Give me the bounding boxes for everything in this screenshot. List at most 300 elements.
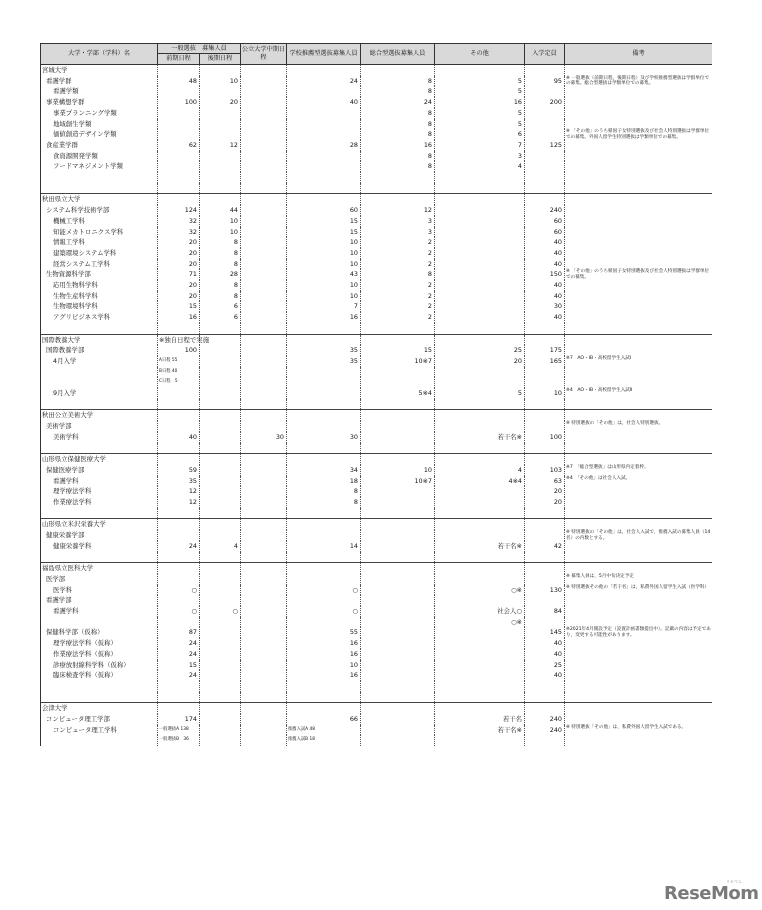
cell-name: 価値創造デザイン学類 — [41, 129, 158, 140]
cell-note — [565, 248, 713, 259]
cell-name: 9月入学 — [41, 388, 158, 399]
cell-name: 食産業学群 — [41, 140, 158, 151]
cell-zenki — [158, 65, 200, 76]
cell-kouki — [200, 519, 241, 530]
cell-quota — [525, 681, 565, 692]
cell-quota — [525, 508, 565, 519]
cell-note — [565, 454, 713, 465]
cell-sogo: 8 — [361, 119, 435, 130]
cell-sogo: 8 — [361, 76, 435, 87]
table-row — [41, 356, 713, 367]
cell-sogo — [361, 323, 435, 334]
cell-quota: 25 — [525, 660, 565, 671]
cell-school: 10 — [287, 237, 361, 248]
table-row — [41, 312, 713, 323]
cell-sogo: 8 — [361, 161, 435, 172]
cell-name — [41, 399, 158, 410]
table-row — [41, 725, 713, 736]
table-row — [41, 585, 713, 596]
cell-other — [435, 237, 525, 248]
cell-zenki: 35 — [158, 476, 200, 487]
cell-sogo — [361, 334, 435, 345]
cell-school — [287, 552, 361, 563]
table-row — [41, 334, 713, 345]
cell-name: フードマネジメント学類 — [41, 161, 158, 172]
admissions-table-sheet — [40, 43, 712, 907]
cell-sogo — [361, 183, 435, 194]
cell-school: 14 — [287, 541, 361, 552]
cell-school: 66 — [287, 714, 361, 725]
cell-quota — [525, 323, 565, 334]
cell-kouki: 8 — [200, 248, 241, 259]
table-row — [41, 388, 713, 399]
cell-sogo — [361, 410, 435, 421]
cell-kouki: 4 — [200, 541, 241, 552]
cell-school — [287, 108, 361, 119]
cell-note — [565, 486, 713, 497]
table-row — [41, 377, 713, 388]
cell-sogo — [361, 563, 435, 574]
cell-school: 35 — [287, 345, 361, 356]
table-row — [41, 129, 713, 140]
cell-chuki — [241, 692, 287, 703]
cell-name: 4月入学 — [41, 356, 158, 367]
cell-name — [41, 508, 158, 519]
cell-chuki — [241, 660, 287, 671]
cell-kouki — [200, 725, 241, 736]
cell-chuki — [241, 227, 287, 238]
cell-school — [287, 692, 361, 703]
header-quota: 入学定員 — [525, 44, 565, 65]
cell-chuki — [241, 476, 287, 487]
cell-chuki — [241, 725, 287, 736]
cell-note — [565, 670, 713, 681]
cell-school — [287, 65, 361, 76]
cell-school — [287, 172, 361, 183]
cell-name: 作業療法学科 — [41, 497, 158, 508]
cell-zenki: 12 — [158, 486, 200, 497]
cell-name: 保健医療学部 — [41, 465, 158, 476]
cell-name — [41, 552, 158, 563]
cell-quota: 10 — [525, 388, 565, 399]
cell-note: ※ 一般選抜（前期日程，後期日程）及び学校推薦型選抜は学群単位での募集。総合型選抜は学類単位での募集。 — [565, 76, 713, 108]
table-row — [41, 301, 713, 312]
cell-kouki: 6 — [200, 312, 241, 323]
cell-school — [287, 443, 361, 454]
cell-kouki — [200, 497, 241, 508]
cell-zenki — [158, 421, 200, 432]
cell-sogo — [361, 432, 435, 443]
cell-kouki: 10 — [200, 76, 241, 87]
cell-zenki — [158, 323, 200, 334]
cell-zenki — [158, 530, 200, 541]
cell-school: 推薦入試B 18 — [287, 735, 361, 746]
cell-name: 宮城大学 — [41, 65, 158, 76]
cell-quota — [525, 595, 565, 606]
cell-name — [41, 681, 158, 692]
table-row — [41, 714, 713, 725]
cell-other — [435, 497, 525, 508]
cell-other — [435, 259, 525, 270]
cell-other — [435, 205, 525, 216]
cell-note — [565, 399, 713, 410]
cell-other — [435, 301, 525, 312]
cell-chuki — [241, 269, 287, 280]
table-row — [41, 670, 713, 681]
table-row — [41, 269, 713, 280]
cell-quota: 40 — [525, 670, 565, 681]
cell-chuki — [241, 216, 287, 227]
cell-zenki: 48 — [158, 76, 200, 87]
table-row — [41, 345, 713, 356]
cell-name: 生物資源科学部 — [41, 269, 158, 280]
cell-name: コンピュータ理工学科 — [41, 725, 158, 736]
cell-other: 4 — [435, 161, 525, 172]
cell-other — [435, 312, 525, 323]
cell-school: 16 — [287, 670, 361, 681]
cell-chuki — [241, 323, 287, 334]
cell-chuki: 30 — [241, 432, 287, 443]
cell-school: 55 — [287, 627, 361, 638]
cell-other: 6 — [435, 129, 525, 140]
cell-kouki — [200, 367, 241, 378]
cell-name: 診療放射線科学科（仮称） — [41, 660, 158, 671]
cell-other — [435, 443, 525, 454]
cell-name: 看護学科 — [41, 476, 158, 487]
cell-sogo: 8 — [361, 151, 435, 162]
cell-other — [435, 508, 525, 519]
cell-note: ※ 特別選抜の「その他」は，社会人入試で，推薦入試の募集人員（14名）の内数とする。 — [565, 530, 713, 563]
cell-name — [41, 617, 158, 628]
cell-chuki — [241, 65, 287, 76]
cell-other — [435, 172, 525, 183]
cell-other: 4※4 — [435, 476, 525, 487]
table-row — [41, 259, 713, 270]
cell-sogo — [361, 541, 435, 552]
cell-chuki — [241, 399, 287, 410]
resemom-logo-sub: リセマム — [726, 879, 742, 884]
header-other: その他 — [435, 44, 525, 65]
cell-quota: 63 — [525, 476, 565, 487]
cell-chuki — [241, 638, 287, 649]
cell-school: 60 — [287, 205, 361, 216]
cell-kouki — [200, 530, 241, 541]
cell-name: 保健科学部（仮称） — [41, 627, 158, 638]
cell-kouki — [200, 563, 241, 574]
cell-quota: 165 — [525, 356, 565, 367]
cell-zenki — [158, 552, 200, 563]
cell-sogo: 2 — [361, 259, 435, 270]
cell-other: 25 — [435, 345, 525, 356]
cell-zenki — [158, 519, 200, 530]
cell-zenki: 100 — [158, 97, 200, 108]
cell-other — [435, 367, 525, 378]
cell-sogo: 5※4 — [361, 388, 435, 399]
cell-zenki — [158, 183, 200, 194]
cell-other: 社会人○ — [435, 606, 525, 617]
cell-zenki: 20 — [158, 259, 200, 270]
cell-sogo — [361, 377, 435, 388]
cell-school: 15 — [287, 227, 361, 238]
cell-sogo: 8 — [361, 129, 435, 140]
cell-zenki — [158, 119, 200, 130]
cell-zenki — [158, 161, 200, 172]
cell-name: 健康栄養学科 — [41, 541, 158, 552]
table-row — [41, 205, 713, 216]
cell-other — [435, 563, 525, 574]
cell-zenki: 40 — [158, 432, 200, 443]
cell-note — [565, 119, 713, 130]
cell-note — [565, 617, 713, 628]
cell-chuki — [241, 86, 287, 97]
cell-zenki: 32 — [158, 216, 200, 227]
cell-school: ○ — [287, 585, 361, 596]
cell-school: 16 — [287, 638, 361, 649]
cell-quota: 20 — [525, 486, 565, 497]
cell-chuki — [241, 248, 287, 259]
cell-quota: 60 — [525, 227, 565, 238]
cell-school — [287, 410, 361, 421]
cell-chuki — [241, 161, 287, 172]
cell-sogo: 8 — [361, 269, 435, 280]
cell-kouki: 8 — [200, 291, 241, 302]
cell-chuki — [241, 585, 287, 596]
cell-note — [565, 227, 713, 238]
cell-kouki — [200, 486, 241, 497]
cell-other — [435, 227, 525, 238]
cell-name: 経営システム工学科 — [41, 259, 158, 270]
cell-zenki: 15 — [158, 301, 200, 312]
cell-quota — [525, 519, 565, 530]
table-row — [41, 530, 713, 541]
cell-sogo — [361, 725, 435, 736]
cell-note — [565, 216, 713, 227]
cell-sogo: 3 — [361, 216, 435, 227]
cell-other: 5 — [435, 119, 525, 130]
cell-quota: 40 — [525, 649, 565, 660]
cell-school: 7 — [287, 301, 361, 312]
table-row — [41, 216, 713, 227]
cell-chuki — [241, 291, 287, 302]
cell-zenki — [158, 399, 200, 410]
cell-zenki — [158, 454, 200, 465]
cell-sogo — [361, 65, 435, 76]
cell-kouki — [200, 649, 241, 660]
cell-name: 国際教養学部 — [41, 345, 158, 356]
cell-kouki — [200, 670, 241, 681]
cell-other — [435, 692, 525, 703]
cell-school — [287, 183, 361, 194]
cell-other — [435, 595, 525, 606]
cell-kouki — [200, 377, 241, 388]
cell-zenki: 24 — [158, 638, 200, 649]
cell-zenki: 一般選抜B 36 — [158, 735, 200, 746]
cell-sogo — [361, 692, 435, 703]
cell-sogo: 2 — [361, 312, 435, 323]
cell-other — [435, 421, 525, 432]
cell-quota: 130 — [525, 585, 565, 596]
cell-other — [435, 291, 525, 302]
cell-zenki: 20 — [158, 280, 200, 291]
cell-quota: 103 — [525, 465, 565, 476]
table-row — [41, 660, 713, 671]
cell-note — [565, 681, 713, 692]
cell-chuki — [241, 649, 287, 660]
cell-kouki: 10 — [200, 216, 241, 227]
cell-kouki: 12 — [200, 140, 241, 151]
cell-school: ○ — [287, 606, 361, 617]
cell-note — [565, 714, 713, 725]
cell-school: 43 — [287, 269, 361, 280]
cell-zenki: A日程 55 — [158, 356, 200, 367]
cell-school — [287, 595, 361, 606]
cell-chuki — [241, 312, 287, 323]
cell-quota: 40 — [525, 291, 565, 302]
cell-school — [287, 161, 361, 172]
cell-sogo: 2 — [361, 301, 435, 312]
cell-quota: 240 — [525, 725, 565, 736]
cell-school: 10 — [287, 248, 361, 259]
cell-kouki: 10 — [200, 227, 241, 238]
cell-zenki: 20 — [158, 248, 200, 259]
cell-name: 健康栄養学部 — [41, 530, 158, 541]
table-body — [41, 65, 713, 747]
table-row — [41, 617, 713, 628]
cell-other — [435, 574, 525, 585]
cell-name — [41, 323, 158, 334]
cell-quota — [525, 703, 565, 714]
cell-note — [565, 443, 713, 454]
cell-school: 28 — [287, 140, 361, 151]
cell-name: 山形県立保健医療大学 — [41, 454, 158, 465]
cell-other — [435, 183, 525, 194]
cell-chuki — [241, 377, 287, 388]
cell-other: 4 — [435, 465, 525, 476]
table-row — [41, 519, 713, 530]
cell-name: 福島県立医科大学 — [41, 563, 158, 574]
cell-zenki — [158, 108, 200, 119]
cell-sogo — [361, 585, 435, 596]
cell-zenki: 24 — [158, 541, 200, 552]
cell-name: 理学療法学科（仮称） — [41, 638, 158, 649]
cell-chuki — [241, 541, 287, 552]
cell-name — [41, 377, 158, 388]
cell-zenki — [158, 151, 200, 162]
cell-quota — [525, 399, 565, 410]
cell-other — [435, 552, 525, 563]
cell-quota: 40 — [525, 248, 565, 259]
cell-sogo — [361, 703, 435, 714]
cell-kouki: ○ — [200, 606, 241, 617]
cell-sogo: 10※7 — [361, 476, 435, 487]
cell-kouki — [200, 399, 241, 410]
cell-school — [287, 681, 361, 692]
cell-zenki: 16 — [158, 312, 200, 323]
cell-sogo — [361, 627, 435, 638]
cell-name: アグリビジネス学科 — [41, 312, 158, 323]
cell-kouki — [200, 151, 241, 162]
cell-chuki — [241, 465, 287, 476]
cell-sogo — [361, 681, 435, 692]
cell-name: 作業療法学科（仮称） — [41, 649, 158, 660]
cell-zenki: 12 — [158, 497, 200, 508]
cell-kouki — [200, 465, 241, 476]
cell-other — [435, 248, 525, 259]
table-row — [41, 606, 713, 617]
cell-school: 推薦入試A 48 — [287, 725, 361, 736]
cell-quota — [525, 377, 565, 388]
cell-note: ※ 募集人員は，5月中旬決定予定 — [565, 574, 713, 585]
cell-kouki — [200, 65, 241, 76]
cell-zenki — [158, 563, 200, 574]
cell-zenki: 24 — [158, 649, 200, 660]
cell-chuki — [241, 574, 287, 585]
cell-quota — [525, 86, 565, 97]
cell-other — [435, 280, 525, 291]
cell-chuki — [241, 508, 287, 519]
cell-name: 山形県立米沢栄養大学 — [41, 519, 158, 530]
cell-school: 10 — [287, 660, 361, 671]
cell-sogo — [361, 735, 435, 746]
cell-note: ※ 「その他」のうち帰国子女特別選抜及び社会人特別選抜は学群単位での募集。 — [565, 269, 713, 301]
cell-other: 3 — [435, 151, 525, 162]
table-row — [41, 227, 713, 238]
cell-kouki — [200, 574, 241, 585]
cell-sogo: 2 — [361, 237, 435, 248]
table-row — [41, 410, 713, 421]
cell-zenki: ※独自日程で実施 — [159, 335, 210, 344]
cell-kouki — [200, 660, 241, 671]
cell-quota: 200 — [525, 97, 565, 108]
table-row — [41, 108, 713, 119]
cell-kouki — [200, 692, 241, 703]
cell-quota: 20 — [525, 497, 565, 508]
cell-note — [565, 497, 713, 508]
cell-school: 10 — [287, 280, 361, 291]
cell-quota: 42 — [525, 541, 565, 552]
cell-name: システム科学技術学部 — [41, 205, 158, 216]
cell-kouki — [200, 681, 241, 692]
cell-school — [287, 530, 361, 541]
cell-kouki — [200, 356, 241, 367]
cell-quota: 150 — [525, 269, 565, 280]
cell-kouki: 44 — [200, 205, 241, 216]
cell-quota: 175 — [525, 345, 565, 356]
cell-note — [565, 323, 713, 334]
cell-sogo: 15 — [361, 345, 435, 356]
cell-name: 看護学類 — [41, 86, 158, 97]
cell-name: 事業構想学群 — [41, 97, 158, 108]
cell-chuki — [241, 129, 287, 140]
cell-sogo: 10 — [361, 465, 435, 476]
cell-zenki: 32 — [158, 227, 200, 238]
cell-chuki — [241, 108, 287, 119]
cell-kouki — [200, 410, 241, 421]
cell-note — [565, 563, 713, 574]
cell-school: 16 — [287, 649, 361, 660]
cell-name: 美術学部 — [41, 421, 158, 432]
table-row — [41, 367, 713, 378]
cell-zenki: ○ — [158, 585, 200, 596]
table-row — [41, 65, 713, 76]
cell-zenki: 174 — [158, 714, 200, 725]
header-name: 大学・学部（学科）名 — [41, 44, 158, 65]
cell-name: 食資源開発学類 — [41, 151, 158, 162]
cell-school — [287, 86, 361, 97]
cell-chuki — [241, 183, 287, 194]
table-row — [41, 465, 713, 476]
cell-school — [287, 703, 361, 714]
